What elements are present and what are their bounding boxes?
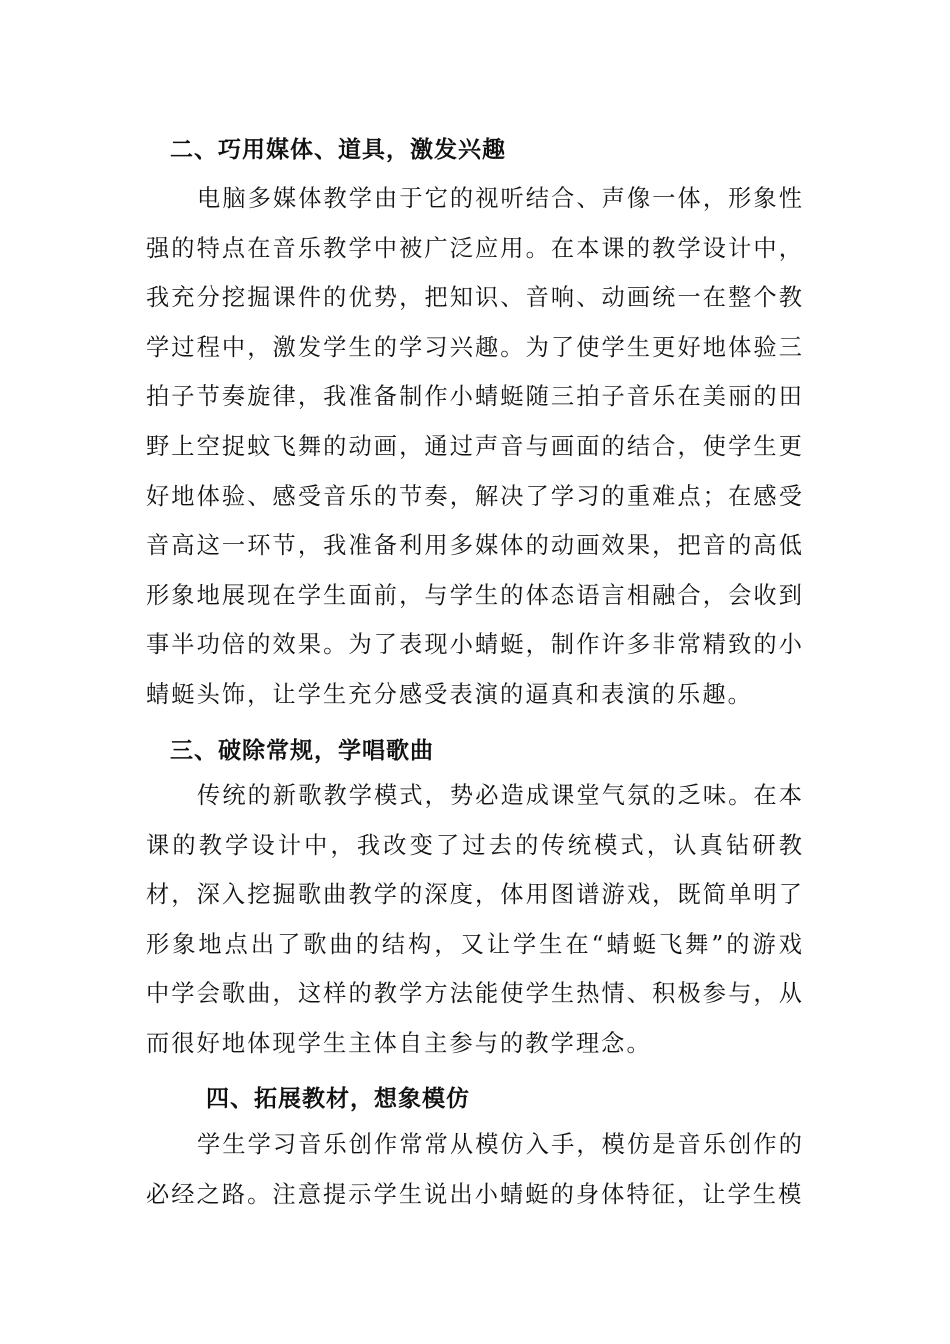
section-4-paragraph: 学生学习音乐创作常常从模仿入手，模仿是音乐创作的必经之路。注意提示学生说出小蜻蜓的身体特征，让学生模	[146, 1131, 804, 1208]
section-heading-4: 四、拓展教材，想象模仿	[206, 1085, 470, 1112]
section-2-paragraph: 电脑多媒体教学由于它的视听结合、声像一体，形象性强的特点在音乐教学中被广泛应用。在本课的教学设计中，我充分挖掘课件的优势，把知识、音响、动画统一在整个教学过程中，激发学生的学习兴趣。为了使学生更好地体验三拍子节奏旋律，我准备制作小蜻蜓随三拍子音乐在美丽的田野上空捉蚊飞舞的动画，通过声音与画面的结合，使学生更好地体验、感受音乐的节奏，解决了学习的重难点；在感受音高这一环节，我准备利用多媒体的动画效果，把音的高低形象地展现在学生面前，与学生的体态语言相融合，会收到事半功倍的效果。为了表现小蜻蜓，制作许多非常精致的小蜻蜓头饰，让学生充分感受表演的逼真和表演的乐趣。	[146, 185, 804, 708]
section-heading-2: 二、巧用媒体、道具，激发兴趣	[170, 136, 506, 163]
section-heading-3: 三、破除常规，学唱歌曲	[170, 737, 434, 764]
section-3-paragraph: 传统的新歌教学模式，势必造成课堂气氛的乏味。在本课的教学设计中，我改变了过去的传统模式，认真钻研教材，深入挖掘歌曲教学的深度，体用图谱游戏，既简单明了形象地点出了歌曲的结构，又让学生在“蜻蜓飞舞”的游戏中学会歌曲，这样的教学方法能使学生热情、积极参与，从而很好地体现学生主体自主参与的教学理念。	[146, 782, 804, 1057]
